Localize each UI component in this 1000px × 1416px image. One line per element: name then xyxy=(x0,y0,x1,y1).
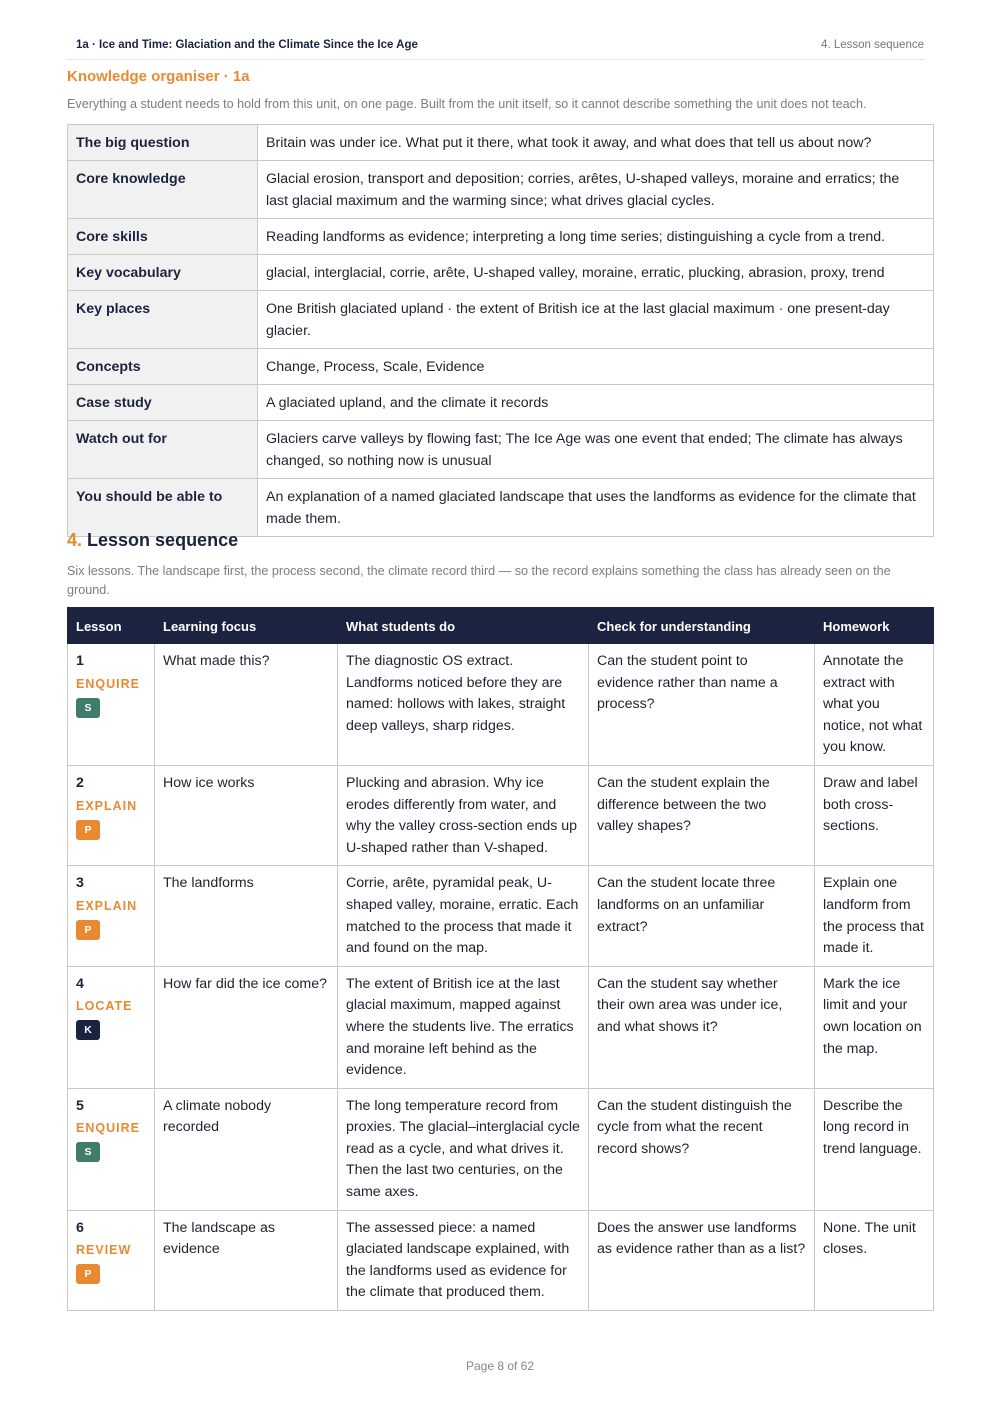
learning-focus-cell: A climate nobody recorded xyxy=(155,1088,338,1210)
learning-focus-cell: The landscape as evidence xyxy=(155,1210,338,1310)
row-value: A glaciated upland, and the climate it records xyxy=(258,385,934,421)
lesson-stage: ENQUIRE xyxy=(76,1121,140,1136)
row-value: One British glaciated upland · the extent of British ice at the last glacial maximum · one present-day glacier. xyxy=(258,291,934,349)
section-title: Lesson sequence xyxy=(87,530,239,550)
what-students-do-cell: Corrie, arête, pyramidal peak, U-shaped valley, moraine, erratic. Each matched to the process that made it and found on the map. xyxy=(338,866,589,966)
homework-cell: None. The unit closes. xyxy=(815,1210,934,1310)
knowledge-organiser-intro: Everything a student needs to hold from this unit, on one page. Built from the unit itself, so it cannot describe something the unit does not teach. xyxy=(67,97,867,111)
homework-cell: Explain one landform from the process that made it. xyxy=(815,866,934,966)
row-value: An explanation of a named glaciated landscape that uses the landforms as evidence for the climate that made them. xyxy=(258,479,934,537)
homework-cell: Annotate the extract with what you notice, not what you know. xyxy=(815,644,934,766)
row-value: Reading landforms as evidence; interpreting a long time series; distinguishing a cycle from a trend. xyxy=(258,219,934,255)
homework-cell: Describe the long record in trend language. xyxy=(815,1088,934,1210)
row-label: Core knowledge xyxy=(68,161,258,219)
row-label: Key places xyxy=(68,291,258,349)
learning-focus-cell: What made this? xyxy=(155,644,338,766)
table-row xyxy=(68,1210,934,1310)
page-number: Page 8 of 62 xyxy=(465,1359,535,1373)
what-students-do-cell: The diagnostic OS extract. Landforms noticed before they are named: hollows with lakes, straight deep valleys, sharp ridges. xyxy=(338,644,589,766)
lesson-sequence-table xyxy=(67,607,934,1311)
lesson-stage: ENQUIRE xyxy=(76,676,140,691)
lesson-stage: EXPLAIN xyxy=(76,798,138,813)
check-for-understanding-cell: Can the student point to evidence rather than name a process? xyxy=(589,644,815,766)
check-for-understanding-cell: Does the answer use landforms as evidence rather than as a list? xyxy=(589,1210,815,1310)
column-header: Lesson xyxy=(68,608,155,644)
knowledge-organiser-table xyxy=(67,124,934,537)
section-intro: Six lessons. The landscape first, the process second, the climate record third — so the record explains something the class has already seen on the ground. xyxy=(67,564,891,597)
lesson-cell xyxy=(68,1210,155,1310)
column-header: What students do xyxy=(338,608,589,644)
what-students-do-cell: The extent of British ice at the last glacial maximum, mapped against where the students live. The erratics and moraine left behind as the evidence. xyxy=(338,966,589,1088)
homework-cell: Mark the ice limit and your own location on the map. xyxy=(815,966,934,1088)
column-header: Homework xyxy=(815,608,934,644)
what-students-do-cell: Plucking and abrasion. Why ice erodes differently from water, and why the valley cross-section ends up U-shaped rather than V-shaped. xyxy=(338,765,589,865)
row-value: glacial, interglacial, corrie, arête, U-shaped valley, moraine, erratic, plucking, abrasion, proxy, trend xyxy=(258,255,934,291)
lesson-badge: P xyxy=(76,1264,100,1284)
table-row xyxy=(68,291,934,349)
table-row xyxy=(68,125,934,161)
learning-focus-cell: How ice works xyxy=(155,765,338,865)
section-label: 4. Lesson sequence xyxy=(821,39,924,51)
row-label: The big question xyxy=(68,125,258,161)
row-label: Watch out for xyxy=(68,421,258,479)
table-row xyxy=(68,1088,934,1210)
table-row xyxy=(68,479,934,537)
table-row xyxy=(68,161,934,219)
table-row xyxy=(68,765,934,865)
column-header: Check for understanding xyxy=(589,608,815,644)
lesson-stage: REVIEW xyxy=(76,1243,132,1258)
row-value: Britain was under ice. What put it there, what took it away, and what does that tell us about now? xyxy=(258,125,934,161)
check-for-understanding-cell: Can the student distinguish the cycle from what the recent record shows? xyxy=(589,1088,815,1210)
lesson-stage: LOCATE xyxy=(76,999,133,1014)
lesson-number: 4 xyxy=(76,975,84,992)
section-heading xyxy=(67,530,238,551)
lesson-number: 3 xyxy=(76,875,84,892)
lesson-number: 5 xyxy=(76,1097,84,1114)
check-for-understanding-cell: Can the student say whether their own area was under ice, and what shows it? xyxy=(589,966,815,1088)
lesson-number: 2 xyxy=(76,774,84,791)
row-value: Glacial erosion, transport and deposition; corries, arêtes, U-shaped valleys, moraine and erratics; the last glacial maximum and the warming since; what drives glacial cycles. xyxy=(258,161,934,219)
check-for-understanding-cell: Can the student explain the difference between the two valley shapes? xyxy=(589,765,815,865)
row-value: Glaciers carve valleys by flowing fast; The Ice Age was one event that ended; The climate has always changed, so nothing now is unusual xyxy=(258,421,934,479)
table-row xyxy=(68,866,934,966)
table-row xyxy=(68,421,934,479)
lesson-badge: P xyxy=(76,920,100,940)
lesson-cell xyxy=(68,644,155,766)
what-students-do-cell: The long temperature record from proxies. The glacial–interglacial cycle read as a cycle, and what drives it. Then the last two centuries, on the same axes. xyxy=(338,1088,589,1210)
unit-title: 1a · Ice and Time: Glaciation and the Climate Since the Ice Age xyxy=(76,39,418,51)
row-label: Core skills xyxy=(68,219,258,255)
lesson-cell xyxy=(68,966,155,1088)
row-label: Case study xyxy=(68,385,258,421)
learning-focus-cell: How far did the ice come? xyxy=(155,966,338,1088)
table-row xyxy=(68,349,934,385)
lesson-cell xyxy=(68,765,155,865)
lesson-number: 6 xyxy=(76,1219,84,1236)
lesson-badge: S xyxy=(76,698,100,718)
lesson-cell xyxy=(68,1088,155,1210)
table-header-row xyxy=(68,608,934,644)
column-header: Learning focus xyxy=(155,608,338,644)
check-for-understanding-cell: Can the student locate three landforms on an unfamiliar extract? xyxy=(589,866,815,966)
table-row xyxy=(68,219,934,255)
lesson-badge: S xyxy=(76,1142,100,1162)
lesson-stage: EXPLAIN xyxy=(76,898,138,913)
lesson-cell xyxy=(68,866,155,966)
row-label: Concepts xyxy=(68,349,258,385)
table-row xyxy=(68,385,934,421)
what-students-do-cell: The assessed piece: a named glaciated landscape explained, with the landforms used as evidence for the climate that produced them. xyxy=(338,1210,589,1310)
running-header xyxy=(67,38,924,60)
lesson-badge: K xyxy=(76,1020,100,1040)
knowledge-organiser-title: Knowledge organiser · 1a xyxy=(67,68,250,85)
table-row xyxy=(68,644,934,766)
row-label: Key vocabulary xyxy=(68,255,258,291)
row-value: Change, Process, Scale, Evidence xyxy=(258,349,934,385)
learning-focus-cell: The landforms xyxy=(155,866,338,966)
table-row xyxy=(68,255,934,291)
row-label: You should be able to xyxy=(68,479,258,537)
lesson-badge: P xyxy=(76,820,100,840)
section-number: 4. xyxy=(67,530,83,550)
homework-cell: Draw and label both cross-sections. xyxy=(815,765,934,865)
table-row xyxy=(68,966,934,1088)
lesson-number: 1 xyxy=(76,653,84,669)
